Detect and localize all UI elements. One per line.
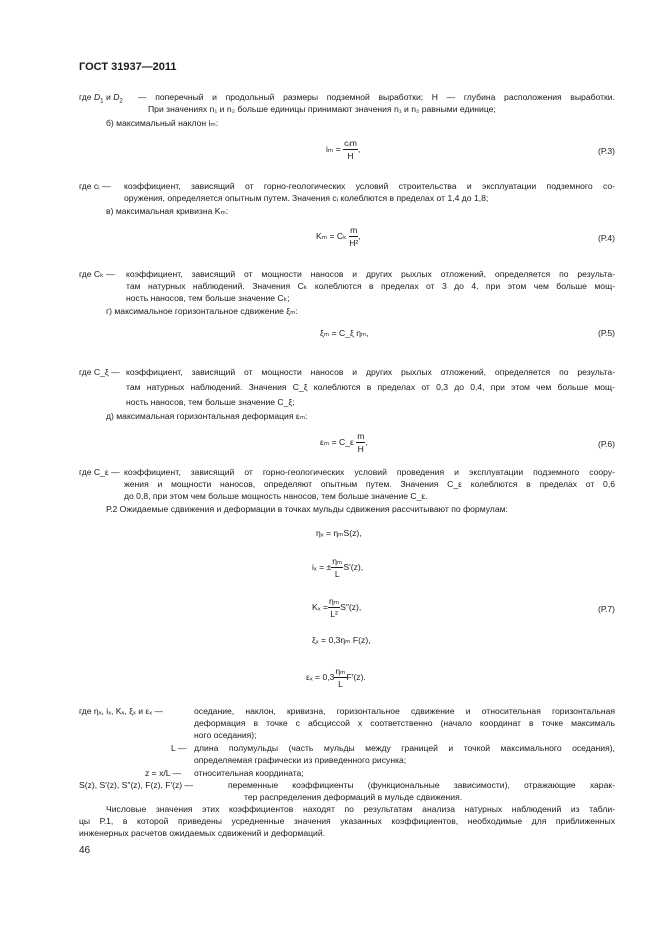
para-ck-line3: ность наносов, тем больше значение Cₖ; [126,293,290,303]
para-ce-line1: коэффициент, зависящий от горно-геологических условий проведения и эксплуатации подземного соору- [124,467,615,477]
where-label: где $D_1$ и $D_2$ [79,92,123,105]
para-ck-line2: там натурных наблюдений. Значения Cₖ колеблются в пределах от 3 до 4, при этом чем больше мощ- [126,281,615,291]
standard-code: ГОСТ 31937—2011 [79,61,177,73]
eq4-number: (Р.4) [598,233,615,243]
legend-term4: S(z), S′(z), S″(z), F(z), F′(z) — [79,780,194,790]
legend-term2-line1: длина полумульды (часть мульды между границей и точкой максимального оседания), [194,743,615,753]
eq7-row4: ξₓ = 0,3ηₘ F(z), [312,635,371,645]
para-cxi-line1: коэффициент, зависящий от мощности наносов и других рыхлых отложений, определяется по результа- [126,367,615,377]
eq6-lhs: εₘ = C_ε [320,436,354,447]
eq4-num: m [350,225,358,235]
legend-term2-line2: определяемая графически из приведенного рисунка; [194,755,407,765]
legend-term1-line3: ного оседания); [194,730,257,740]
eq7-r3-num: ηₘ [328,596,340,606]
para-cxi-line2: там натурных наблюдений. Значения C_ξ колеблются в пределах от 0,3 до 0,4, при этом чем больше мощ- [126,382,615,392]
eq7-r5-num: ηₘ [335,666,346,676]
eq7-r2-tail: S′(z), [343,561,364,572]
eq7-row5 [306,666,366,689]
eq3-num: cᵢm [344,138,357,148]
item-v: в) максимальная кривизна Kₘ: [106,206,229,216]
para-ci-line1: коэффициент, зависящий от горно-геологических условий строительства и эксплуатации подземного со- [124,181,615,191]
eq7-row1: ηₓ = ηₘS(z), [316,528,362,538]
eq7-r5-den: L [338,679,343,689]
legend-term3-line1: относительная координата; [194,768,304,778]
para-ci-lead: где cᵢ — [79,181,111,191]
legend-term1-line1: оседание, наклон, кривизна, горизонтальное сдвижение и относительная горизонтальная [194,706,615,716]
eq4-den: H² [349,238,359,248]
legend-term4-line1: переменные коэффициенты (функциональные зависимости), отражающие харак- [228,780,615,790]
eq7-r5-tail: F′(z). [346,671,366,682]
legend-term3: z = x/L — [145,768,182,778]
final-para-line1: Числовые значения этих коэффициентов находят по результатам анализа натурных наблюдений из табли- [106,804,615,814]
eq7-row2 [312,556,363,579]
final-para-line3: инженерных расчетов ожидаемых сдвижений и деформаций. [79,828,326,838]
eq7-r3-tail: S″(z), [340,601,362,612]
para-ce-line3: до 0,8, при этом чем больше мощность наносов, тем больше значение C_ε. [124,491,428,501]
eq4-tail: , [358,230,361,241]
para-d1d2-line1: — поперечный и продольный размеры подземной выработки; H — глубина расположения выработки. [138,92,615,102]
legend-term1-line2: деформация в точке с абсциссой x соответственно (начало координат в точке максималь [194,718,615,728]
para-ck-line1: коэффициент, зависящий от мощности наносов и других рыхлых отложений, определяется по результа- [126,269,615,279]
eq3-tail: , [357,143,361,154]
item-g: г) максимальное горизонтальное сдвижение ξₘ: [106,306,298,316]
eq7-r5-lhs: εₓ = 0,3 [306,671,335,682]
equation-p5: ξₘ = C_ξ ηₘ, [320,328,369,338]
eq6-num: m [357,431,365,441]
para-ck-lead: где Cₖ — [79,269,115,279]
item-b: б) максимальный наклон iₘ: [106,118,219,128]
eq3-den: H [347,151,354,161]
eq7-r2-den: L [334,569,340,579]
para-cxi-line3: ность наносов, тем больше значение C_ξ; [126,397,295,407]
eq7-row3 [312,596,361,619]
equation-p3 [326,138,360,161]
eq3-number: (Р.3) [598,146,615,156]
eq7-number: (Р.7) [598,604,615,614]
final-para-line2: цы Р.1, в которой приведены усредненные значения указанных коэффициентов, необходимые для приближенных [79,816,615,826]
legend-term4-line2: тер распределения деформаций в мульде сдвижения. [244,792,463,802]
eq7-r3-lhs: Kₓ = [312,601,328,612]
para-d1d2-line2: При значениях n₁ и n₂ больше единицы принимают значения n₁ и n₂ равными единице; [148,104,496,114]
equation-p6 [320,431,368,454]
eq7-r3-den: L² [330,609,338,619]
eq4-lhs: Kₘ = Cₖ [316,230,347,241]
item-d: д) максимальная горизонтальная деформация εₘ: [106,411,308,421]
page-number: 46 [79,845,91,856]
legend-term1: где ηₓ, iₓ, Kₓ, ξₓ и εₓ — [79,706,164,716]
para-ce-line2: жения и мощности наносов, определяют опытным путем. Значения C_ε колеблются в пределах от 0,6 [124,479,615,489]
para-cxi-lead: где C_ξ — [79,367,120,377]
legend-term2: L — [171,743,187,753]
para-ce-lead: где C_ε — [79,467,120,477]
equation-p4 [316,225,361,248]
eq7-r2-num: ηₘ [332,556,343,566]
eq6-number: (Р.6) [598,439,615,449]
eq6-den: H [357,444,364,454]
eq5-number: (Р.5) [598,328,615,338]
eq7-r2-lhs: iₓ = ± [312,561,332,572]
para-p2: Р.2 Ожидаемые сдвижения и деформации в точках мульды сдвижения рассчитывают по формулам: [106,504,508,514]
eq3-lhs: iₘ = [326,143,341,154]
para-ci-line2: оружения, определяется опытным путем. Значения cᵢ колеблются в пределах от 1,4 до 1,8; [124,193,489,203]
eq6-tail: , [365,436,368,447]
